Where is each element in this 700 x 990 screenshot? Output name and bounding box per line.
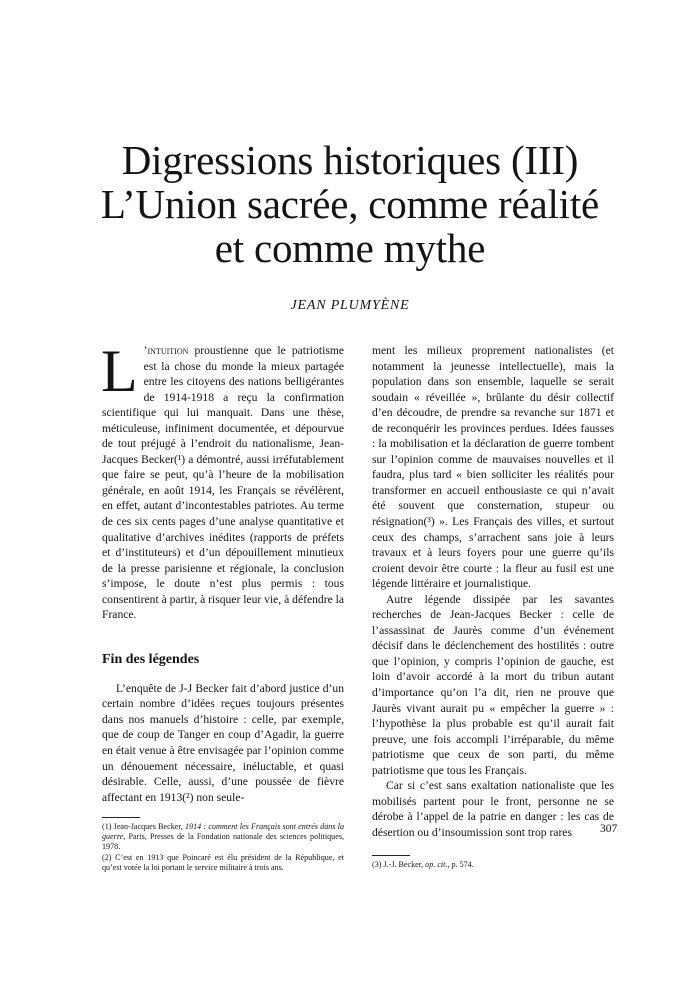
- author-name: JEAN PLUMYÈNE: [290, 298, 410, 313]
- title-line-3: et comme mythe: [214, 225, 486, 271]
- footnote-2: (2) C’est en 1913 que Poincaré est élu président de la République, et qu’est votée la loi portant le service militaire à trois ans.: [102, 853, 344, 873]
- left-column: [101, 338, 344, 874]
- footnote-3-suffix: p. 574.: [449, 859, 474, 869]
- body-paragraph: Autre légende dissipée par les savantes recherches de Jean-Jacques Becker : celle de l’assassinat de Jaurès comme d’un événement décisif dans le déclenchement des hostilités : outre que l’opinion, y compris l’opinion de gauche, est loin d’avoir accordé à la mort du tribun autant d’importance qu’on l’a dit, rien ne prouve que Jaurès vivant aurait pu « empêcher la guerre » : l’hypothèse la plus probable est qu’il aurait fait preuve, une fois accompli l’irréparable, du même patriotisme que ceux de son parti, du même patriotisme que tous les Français.: [372, 592, 614, 777]
- footnote-1-prefix: (1) Jean-Jacques Becker,: [102, 822, 185, 832]
- footnote-1-book-title: 1914 : comment les Français sont entrés dans la guerre,: [102, 822, 344, 842]
- body-paragraph: ment les milieux proprement nationalistes (et notamment la jeunesse intellectuelle), mais la population dans son ensemble, laquelle se serait soudain « réveillée », brûlante du désir collectif d’en découdre, de prendre sa revanche sur 1871 et de reconquérir les provinces perdues. Idées fausses : la mobilisation et la déclaration de guerre tombent sur l’opinion comme de mauvaises nouvelles et il faudra, plus tard « bien solliciter les réalités pour transformer en accueil enthousiaste ce qui n’avait été souvent que consternation, stupeur ou résignation(³) ». Les Français des villes, et surtout ceux des champs, s’arrachent sans joie à leurs travaux et à leurs foyers pour une guerre qu’ils croient devoir être courte : la fleur au fusil est une légende littéraire et journalistique.: [372, 344, 614, 591]
- section-heading: Fin des légendes: [102, 651, 200, 667]
- footnote-3-italic: op. cit.,: [425, 859, 450, 869]
- intro-text: proustienne que le patriotisme est la chose du monde la mieux partagée entre les citoyens des nations belligérantes de 1914-1918 a reçu la confirmation scientifique qui lui manquait. Dans une thèse, méticuleuse, infiniment documentée, et dépourvue de tout préjugé à l’endroit du nationalisme, Jean-Jacques Becker(¹) a démontré, aussi irréfutablement que faire se peut, qu’à l’heure de la mobilisation générale, en août 1914, les Français se révélèrent, en effet, autant d’incontestables patriotes. Au terme de ces six cents pages d’une analyse quantitative et qualitative d’archives inédites (rapports de préfets et d’instituteurs) et d’un dépouillement minutieux de la presse parisienne et régionale, la conclusion s’impose, le doute n’est plus permis : tous consentirent à partir, à risquer leur vie, à défendre la France.: [102, 344, 344, 622]
- article-title: [60, 138, 640, 270]
- title-line-2: L’Union sacrée, comme réalité: [100, 181, 600, 227]
- drop-cap: L: [101, 338, 138, 404]
- footnote-rule: [372, 855, 410, 856]
- intro-smallcaps: ’intuition: [143, 344, 189, 357]
- footnote-rule: [102, 817, 140, 818]
- page-number: 307: [600, 823, 618, 835]
- body-paragraph: L’enquête de J-J Becker fait d’abord justice d’un certain nombre d’idées reçues toujours présentes dans nos manuels d’histoire : celle, par exemple, que de coup de Tanger en coup d’Agadir, la guerre en était venue à être envisagée par l’opinion comme un dénouement nécessaire, inéluctable, et quasi désirable. Celle, aussi, d’une poussée de fièvre affectant en 1913(²) non seule-: [102, 681, 344, 804]
- title-line-1: Digressions historiques (III): [121, 137, 579, 183]
- footnotes-left: [102, 822, 344, 873]
- body-paragraph: Car si c’est sans exaltation nationaliste que les mobilisés partent pour le front, personne ne se dérobe à l’appel de la patrie en danger : les cas de désertion ou d’insoumission sont trop rares: [372, 779, 614, 839]
- footnote-3: [372, 860, 614, 870]
- footnote-1: [102, 822, 344, 852]
- right-column: [372, 343, 614, 871]
- footnote-1-suffix: Paris, Presses de la Fondation nationale des sciences politiques, 1978.: [102, 832, 344, 852]
- intro-paragraph: [101, 338, 344, 623]
- footnotes-right: [372, 860, 614, 870]
- footnote-3-prefix: (3) J.-J. Becker,: [372, 859, 426, 869]
